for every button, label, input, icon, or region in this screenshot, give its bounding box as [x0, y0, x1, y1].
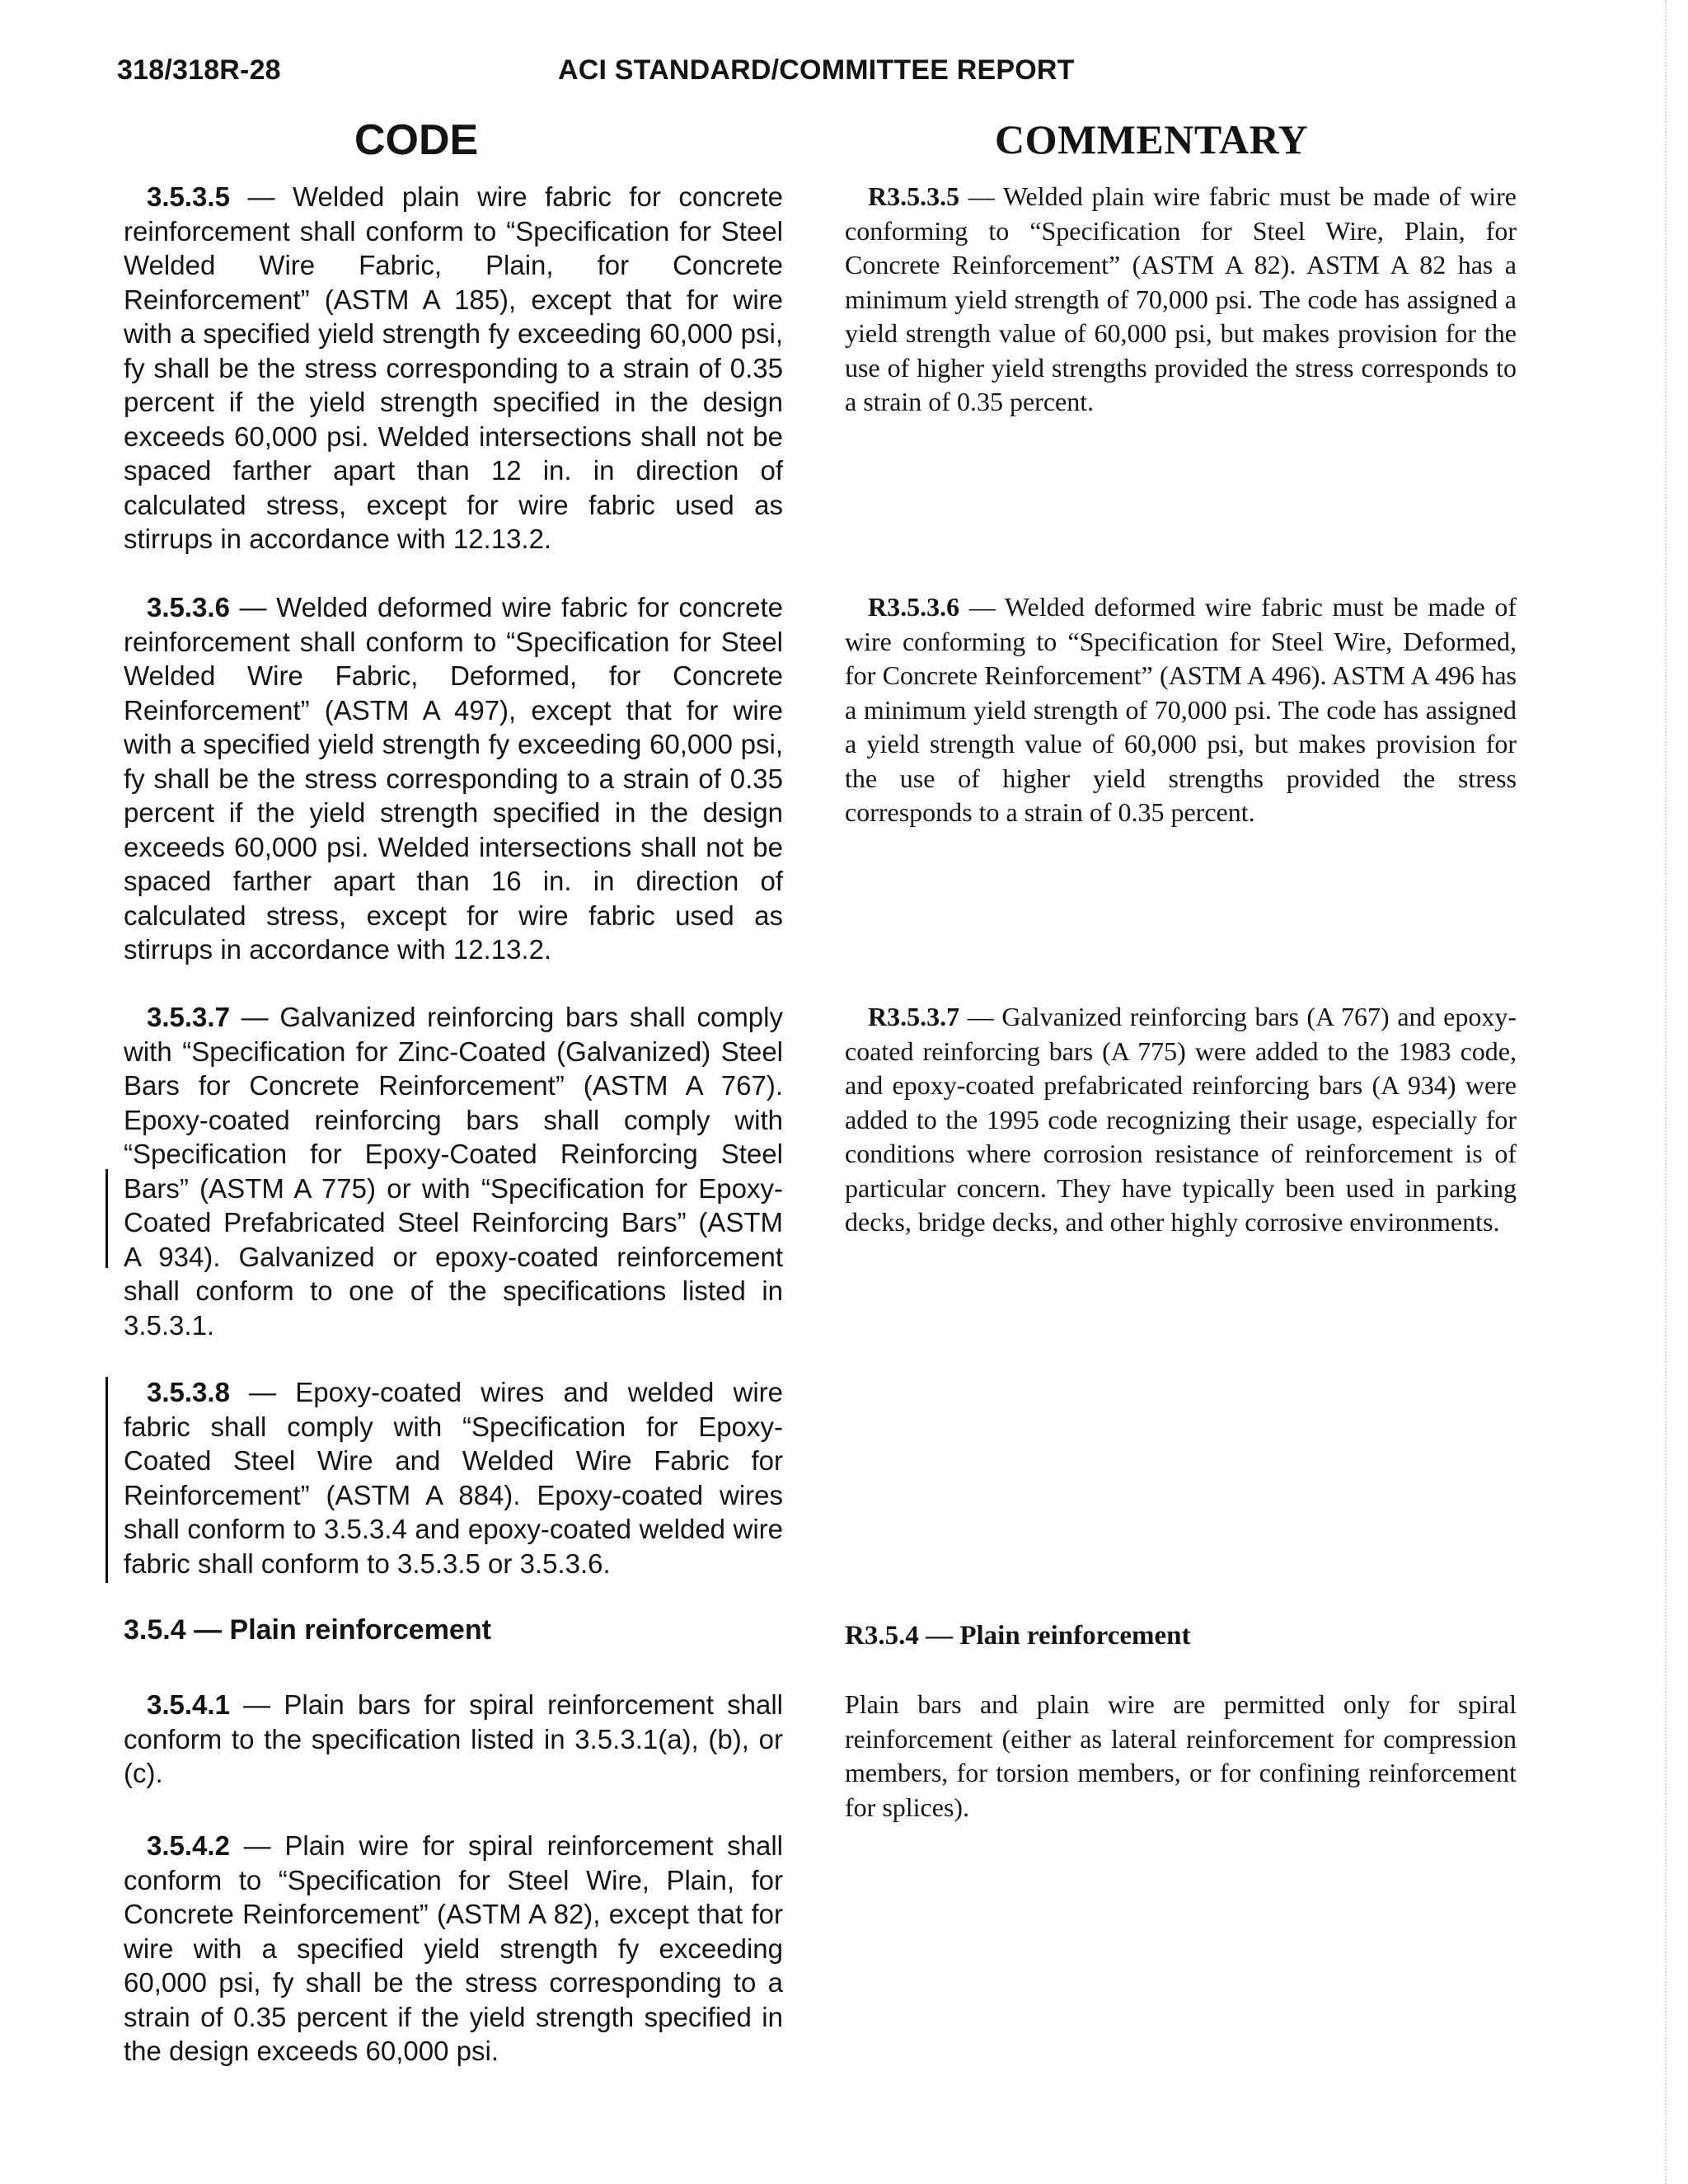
paragraph-number: R3.5.3.7 [868, 1002, 960, 1031]
commentary-paragraph-r3-5-4: Plain bars and plain wire are permitted only for spiral reinforcement (either as lateral reinforcement for compression members, for torsion members, or for confining reinforcement for splices). [845, 1689, 1517, 1822]
paragraph-text: — Plain wire for spiral reinforcement shall conform to “Specification for Steel Wire, Plain, for Concrete Reinforcement” (ASTM A 82), except that for wire with a specified yield strength fy exceeding 60,000 psi, fy shall be the stress corresponding to a strain of 0.35 percent if the yield strength specified in the design exceeds 60,000 psi. [124, 1830, 783, 2066]
commentary-paragraph-r3-5-3-5 [845, 180, 1517, 420]
paragraph-text: — Plain bars for spiral reinforcement shall conform to the specification listed in 3.5.3.1(a), (b), or (c). [124, 1689, 783, 1788]
code-section-heading-3-5-4: 3.5.4 — Plain reinforcement [124, 1614, 491, 1646]
paragraph-number: R3.5.3.6 [868, 592, 960, 622]
paragraph-number: 3.5.4.2 [147, 1830, 230, 1861]
paragraph-text: — Welded deformed wire fabric for concrete reinforcement shall conform to “Specification for Steel Welded Wire Fabric, Deformed, for Concrete Reinforcement” (ASTM A 497), except that for wire with a specified yield strength fy exceeding 60,000 psi, fy shall be the stress corresponding to a strain of 0.35 percent if the yield strength specified in the design exceeds 60,000 psi. Welded intersections shall not be spaced farther apart than 16 in. in direction of calculated stress, except for wire fabric used as stirrups in accordance with 12.13.2. [124, 592, 783, 965]
running-header [117, 54, 1518, 96]
paragraph-number: 3.5.3.6 [147, 592, 230, 622]
code-paragraph-3-5-3-8 [124, 1375, 783, 1580]
running-title: ACI STANDARD/COMMITTEE REPORT [558, 54, 1075, 86]
paragraph-text: — Galvanized reinforcing bars (A 767) and epoxy-coated reinforcing bars (A 775) were added to the 1983 code, and epoxy-coated prefabricated reinforcing bars (A 934) were added to the 1995 code recognizing their usage, especially for conditions where corrosion resistance of reinforcement is of particular concern. They have typically been used in parking decks, bridge decks, and other highly corrosive environments. [845, 1002, 1517, 1237]
commentary-column-title: COMMENTARY [995, 116, 1309, 162]
paragraph-text: — Epoxy-coated wires and welded wire fabric shall comply with “Specification for Epoxy-Coated Steel Wire and Welded Wire Fabric for Reinforcement” (ASTM A 884). Epoxy-coated wires shall conform to 3.5.3.4 and epoxy-coated welded wire fabric shall conform to 3.5.3.5 or 3.5.3.6. [124, 1377, 783, 1579]
scan-edge-line [1665, 0, 1667, 2184]
paragraph-number: R3.5.3.5 [868, 181, 960, 211]
paragraph-text: — Welded plain wire fabric for concrete reinforcement shall conform to “Specification for Steel Welded Wire Fabric, Plain, for Concrete Reinforcement” (ASTM A 185), except that for wire with a specified yield strength fy exceeding 60,000 psi, fy shall be the stress corresponding to a strain of 0.35 percent if the yield strength specified in the design exceeds 60,000 psi. Welded intersections shall not be spaced farther apart than 12 in. in direction of calculated stress, except for wire fabric used as stirrups in accordance with 12.13.2. [124, 181, 783, 554]
paragraph-number: 3.5.3.7 [147, 1002, 230, 1032]
code-paragraph-3-5-3-6 [124, 590, 783, 967]
paragraph-number: 3.5.3.8 [147, 1377, 230, 1407]
paragraph-number: 3.5.3.5 [147, 181, 230, 212]
code-paragraph-3-5-3-7 [124, 1000, 783, 1342]
commentary-paragraph-r3-5-3-7 [845, 1000, 1517, 1240]
code-column-title: CODE [354, 116, 479, 164]
page-number: 318/318R-28 [117, 54, 281, 86]
paragraph-text: — Welded plain wire fabric must be made of wire conforming to “Specification for Steel Wire, Plain, for Concrete Reinforcement” (ASTM A 82). ASTM A 82 has a minimum yield strength of 70,000 psi. The code has assigned a yield strength value of 60,000 psi, but makes provision for the use of higher yield strengths provided the stress corresponds to a strain of 0.35 percent. [845, 181, 1517, 416]
paragraph-number: 3.5.4.1 [147, 1689, 230, 1720]
paragraph-text: — Galvanized reinforcing bars shall comply with “Specification for Zinc-Coated (Galvanized) Steel Bars for Concrete Reinforcement” (ASTM A 767). Epoxy-coated reinforcing bars shall comply with “Specification for Epoxy-Coated Reinforcing Steel Bars” (ASTM A 775) or with “Specification for Epoxy-Coated Prefabricated Steel Reinforcing Bars” (ASTM A 934). Galvanized or epoxy-coated reinforcement shall conform to one of the specifications listed in 3.5.3.1. [124, 1002, 783, 1341]
revision-change-bar [106, 1377, 108, 1583]
commentary-paragraph-r3-5-3-6 [845, 590, 1517, 830]
code-paragraph-3-5-4-2 [124, 1829, 783, 2069]
commentary-section-heading-r3-5-4: R3.5.4 — Plain reinforcement [845, 1621, 1191, 1651]
paragraph-text: — Welded deformed wire fabric must be made of wire conforming to “Specification for Steel Wire, Deformed, for Concrete Reinforcement” (ASTM A 496). ASTM A 496 has a minimum yield strength of 70,000 psi. The code has assigned a yield strength value of 60,000 psi, but makes provision for the use of higher yield strengths provided the stress corresponds to a strain of 0.35 percent. [845, 592, 1517, 827]
revision-change-bar [106, 1169, 108, 1268]
code-paragraph-3-5-3-5 [124, 180, 783, 557]
code-paragraph-3-5-4-1 [124, 1688, 783, 1791]
